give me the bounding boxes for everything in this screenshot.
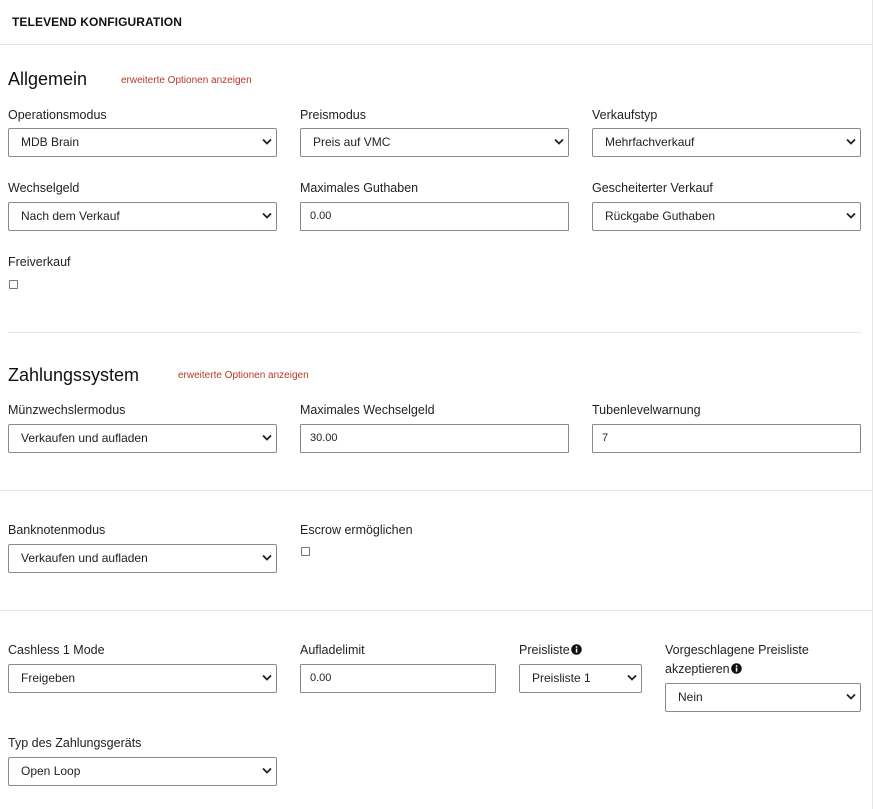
- price-mode-select[interactable]: [300, 128, 569, 157]
- cashless1-mode-select[interactable]: [8, 664, 277, 693]
- info-icon[interactable]: [571, 644, 582, 655]
- max-change-input[interactable]: 30.00: [300, 424, 569, 453]
- chevron-down-icon: [262, 554, 272, 562]
- chevron-down-icon: [846, 138, 856, 146]
- chevron-down-icon: [627, 674, 637, 682]
- section-title-general: Allgemein: [8, 69, 88, 89]
- group-divider: [0, 610, 873, 611]
- free-sale-label: Freiverkauf: [8, 255, 71, 269]
- chevron-down-icon: [262, 138, 272, 146]
- chevron-down-icon: [262, 674, 272, 682]
- operation-mode-select[interactable]: [8, 128, 277, 157]
- chevron-down-icon: [846, 212, 856, 220]
- payment-advanced-options-link[interactable]: erweiterte Optionen anzeigen: [178, 370, 309, 381]
- coin-changer-mode-label: Münzwechslermodus: [8, 403, 126, 417]
- max-credit-input[interactable]: 0.00: [300, 202, 569, 231]
- cashless1-mode-label: Cashless 1 Mode: [8, 643, 105, 657]
- operation-mode-value: MDB Brain: [21, 135, 80, 149]
- page-title: TELEVEND KONFIGURATION: [12, 15, 182, 29]
- price-list-label-wrap: [519, 643, 582, 657]
- operation-mode-label: Operationsmodus: [8, 108, 107, 122]
- failed-sale-value: Rückgabe Guthaben: [605, 209, 716, 223]
- chevron-down-icon: [262, 767, 272, 775]
- price-mode-value: Preis auf VMC: [313, 135, 391, 149]
- free-sale-checkbox[interactable]: [9, 280, 18, 289]
- change-select[interactable]: [8, 202, 277, 231]
- section-title-payment: Zahlungssystem: [8, 365, 140, 385]
- banknote-mode-value: Verkaufen und aufladen: [21, 551, 148, 565]
- price-mode-label: Preismodus: [300, 108, 366, 122]
- price-list-select[interactable]: [519, 664, 642, 693]
- group-divider: [0, 490, 873, 491]
- sale-type-value: Mehrfachverkauf: [605, 135, 695, 149]
- suggested-price-list-label-line2: akzeptieren: [665, 662, 730, 676]
- suggested-price-list-select[interactable]: [665, 683, 861, 712]
- top-up-limit-input[interactable]: 0.00: [300, 664, 496, 693]
- payment-device-type-label: Typ des Zahlungsgeräts: [8, 736, 142, 750]
- coin-changer-mode-select[interactable]: [8, 424, 277, 453]
- chevron-down-icon: [262, 212, 272, 220]
- suggested-price-list-label-line1: Vorgeschlagene Preisliste: [665, 643, 809, 657]
- top-up-limit-label: Aufladelimit: [300, 643, 365, 657]
- section-divider: [8, 332, 861, 333]
- max-change-label: Maximales Wechselgeld: [300, 403, 435, 417]
- info-icon[interactable]: [731, 663, 742, 674]
- suggested-price-list-value: Nein: [678, 690, 703, 704]
- payment-device-type-select[interactable]: [8, 757, 277, 786]
- price-list-label: Preisliste: [519, 643, 570, 657]
- escrow-label: Escrow ermöglichen: [300, 523, 413, 537]
- sale-type-select[interactable]: [592, 128, 861, 157]
- failed-sale-select[interactable]: [592, 202, 861, 231]
- banknote-mode-label: Banknotenmodus: [8, 523, 106, 537]
- escrow-checkbox[interactable]: [301, 547, 310, 556]
- tube-level-warning-input[interactable]: 7: [592, 424, 861, 453]
- change-value: Nach dem Verkauf: [21, 209, 120, 223]
- tube-level-warning-label: Tubenlevelwarnung: [592, 403, 701, 417]
- suggested-price-list-label-line2-wrap: [665, 662, 742, 676]
- chevron-down-icon: [554, 138, 564, 146]
- failed-sale-label: Gescheiterter Verkauf: [592, 181, 713, 195]
- general-advanced-options-link[interactable]: erweiterte Optionen anzeigen: [121, 75, 252, 86]
- change-label: Wechselgeld: [8, 181, 80, 195]
- price-list-value: Preisliste 1: [532, 671, 591, 685]
- banknote-mode-select[interactable]: [8, 544, 277, 573]
- coin-changer-mode-value: Verkaufen und aufladen: [21, 431, 148, 445]
- chevron-down-icon: [846, 693, 856, 701]
- chevron-down-icon: [262, 434, 272, 442]
- max-credit-label: Maximales Guthaben: [300, 181, 419, 195]
- cashless1-mode-value: Freigeben: [21, 671, 76, 685]
- sale-type-label: Verkaufstyp: [592, 108, 658, 122]
- payment-device-type-value: Open Loop: [21, 764, 81, 778]
